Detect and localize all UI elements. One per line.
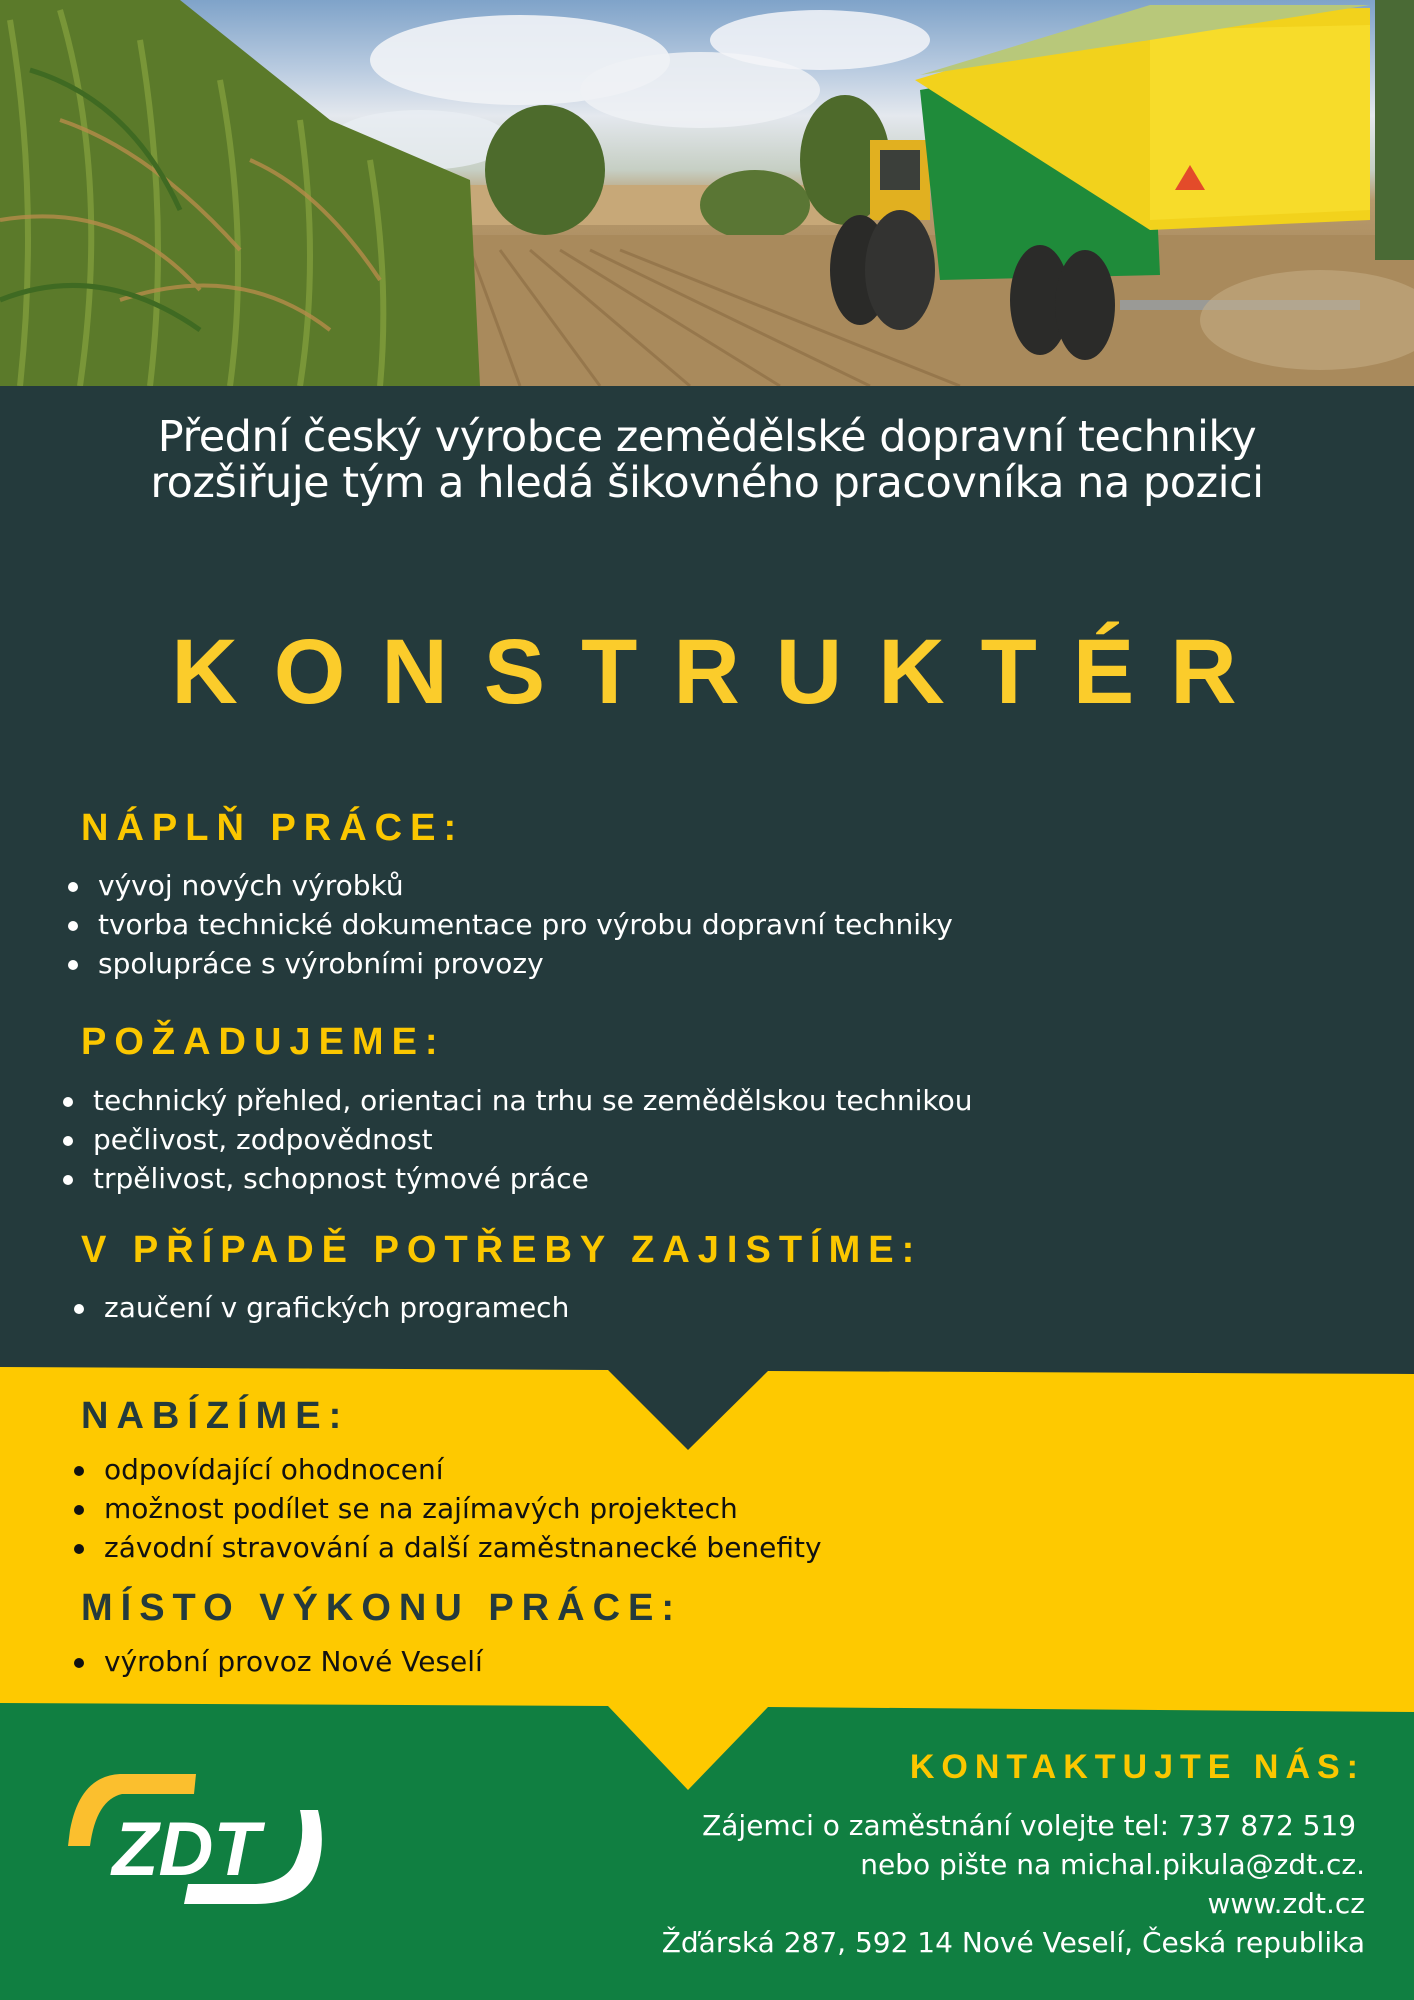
intro-line-1: Přední český výrobce zemědělské dopravní techniky — [157, 412, 1257, 462]
list-item: tvorba technické dokumentace pro výrobu dopravní techniky — [64, 905, 953, 944]
list-item: možnost podílet se na zajímavých projektech — [70, 1489, 822, 1528]
heading-job-content: NÁPLŇ PRÁCE: — [81, 807, 465, 849]
position-title: KONSTRUKTÉR — [171, 621, 1273, 723]
list-requirements — [59, 1081, 972, 1198]
intro-line-2: rozšiřuje tým a hledá šikovného pracovníka na pozici — [150, 458, 1264, 508]
list-item: technický přehled, orientaci na trhu se zemědělskou technikou — [59, 1081, 972, 1120]
contact-info — [662, 1806, 1365, 1962]
intro-text — [0, 414, 1414, 506]
list-item: odpovídající ohodnocení — [70, 1450, 822, 1489]
list-job-content — [64, 866, 953, 983]
logo-text: ZDT — [112, 1807, 260, 1892]
list-item: výrobní provoz Nové Veselí — [70, 1642, 483, 1681]
heading-workplace: MÍSTO VÝKONU PRÁCE: — [81, 1587, 683, 1629]
list-item: závodní stravování a další zaměstnanecké benefity — [70, 1528, 822, 1567]
heading-requirements: POŽADUJEME: — [81, 1021, 446, 1063]
heading-offer: NABÍZÍME: — [81, 1395, 350, 1437]
contact-heading: KONTAKTUJTE NÁS: — [909, 1748, 1365, 1786]
contact-phone-line: Zájemci o zaměstnání volejte tel: 737 872 519 — [702, 1809, 1365, 1842]
contact-address: Žďárská 287, 592 14 Nové Veselí, Česká republika — [661, 1926, 1365, 1959]
contact-website-link[interactable]: www.zdt.cz — [1207, 1887, 1365, 1920]
heading-provided: V PŘÍPADĚ POTŘEBY ZAJISTÍME: — [81, 1229, 923, 1271]
list-item: spolupráce s výrobními provozy — [64, 944, 953, 983]
hero-illustration — [0, 0, 1414, 386]
list-item: zaučení v grafických programech — [70, 1288, 569, 1327]
hero-photo — [0, 0, 1414, 386]
list-workplace — [70, 1642, 483, 1681]
list-provided — [70, 1288, 569, 1327]
list-item: trpělivost, schopnost týmové práce — [59, 1159, 972, 1198]
list-item: pečlivost, zodpovědnost — [59, 1120, 972, 1159]
contact-email-line[interactable]: nebo pište na michal.pikula@zdt.cz. — [860, 1848, 1365, 1881]
zdt-logo — [60, 1770, 330, 1910]
list-item: vývoj nových výrobků — [64, 866, 953, 905]
list-offer — [70, 1450, 822, 1567]
